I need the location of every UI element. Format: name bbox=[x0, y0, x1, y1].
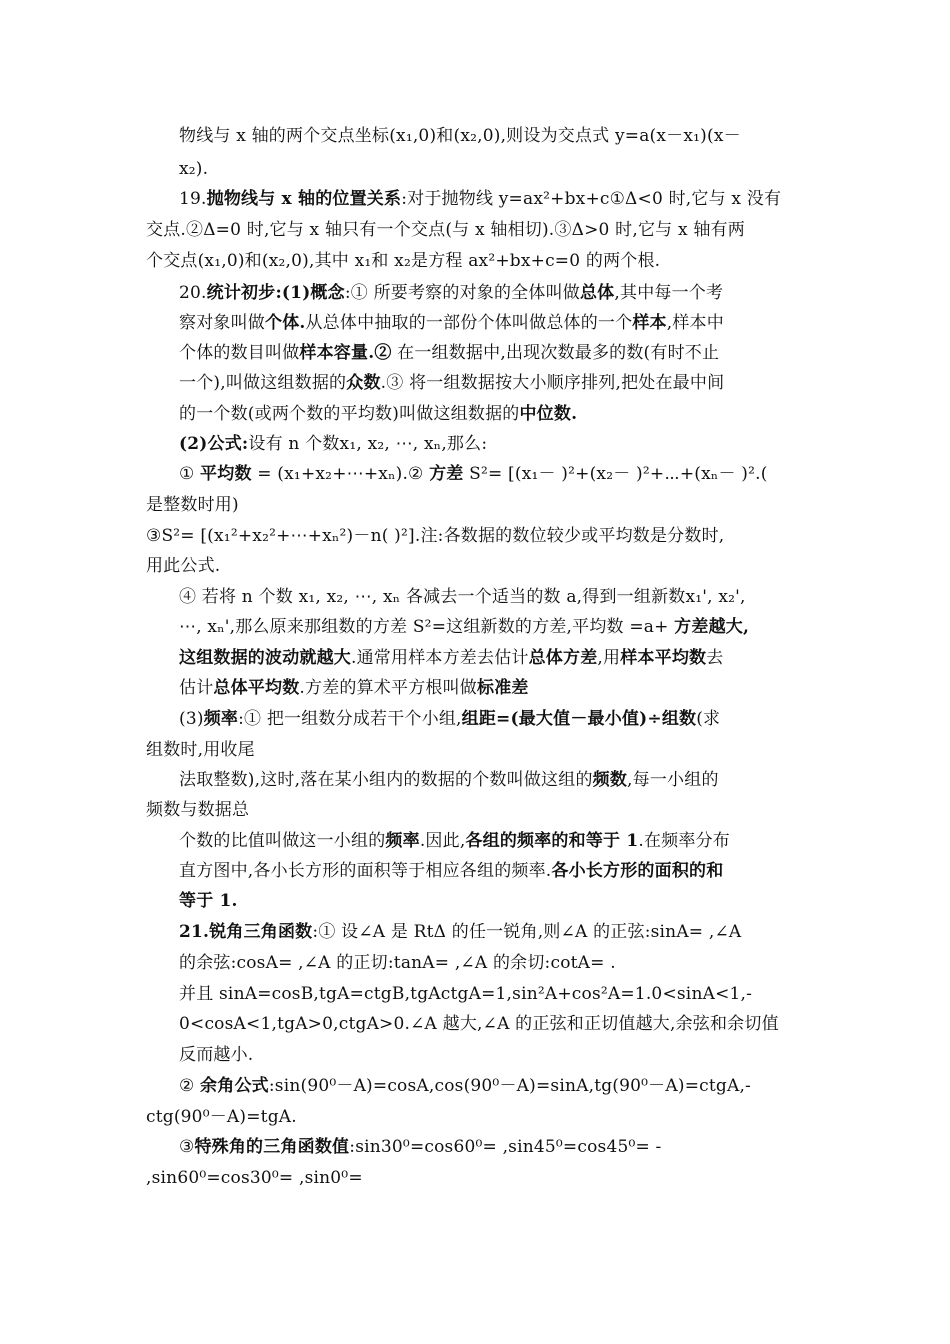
text: :sin(90⁰－A)=cosA,cos(90⁰－A)=sinA,tg(90⁰－A)=ctgA,- bbox=[268, 1076, 751, 1096]
text: 直方图中,各小长方形的面积等于相应各组的频率. bbox=[179, 861, 552, 881]
text-line bbox=[179, 616, 749, 638]
text-line bbox=[179, 372, 724, 394]
text: 法取整数),这时,落在某小组内的数据的个数叫做这组的 bbox=[179, 770, 593, 790]
text-line bbox=[179, 769, 719, 791]
text: x₂). bbox=[179, 159, 209, 179]
text: ① bbox=[179, 464, 201, 484]
term: 等于 1. bbox=[179, 891, 238, 911]
item-number: 21. bbox=[179, 922, 210, 942]
formula-line bbox=[146, 1106, 297, 1128]
text: :对于抛物线 y=ax²+bx+c①Δ<0 时,它与 x 没有 bbox=[401, 189, 782, 209]
text-line bbox=[179, 830, 730, 852]
text-line bbox=[146, 219, 745, 241]
term: 各小长方形的面积的和 bbox=[551, 861, 724, 881]
text: .在频率分布 bbox=[638, 831, 730, 851]
text: .方差的算术平方根叫做 bbox=[299, 678, 478, 698]
text: :sin30⁰=cos60⁰= ,sin45⁰=cos45⁰= - bbox=[349, 1137, 662, 1157]
text: 估计 bbox=[179, 678, 214, 698]
text-line bbox=[179, 158, 208, 180]
text: :① 设∠A 是 RtΔ 的任一锐角,则∠A 的正弦:sinA= ,∠A bbox=[312, 922, 742, 942]
text: 个体的数目叫做 bbox=[179, 343, 300, 363]
text: 物线与 x 轴的两个交点坐标(x₁,0)和(x₂,0),则设为交点式 y=a(x－x₁)(x－ bbox=[179, 126, 741, 146]
term: 平均数 bbox=[200, 464, 252, 484]
text: S²= [(x₁－ )²+(x₂－ )²+⋯+(xₙ－ )².( bbox=[463, 464, 768, 484]
text: ,每一小组的 bbox=[627, 770, 719, 790]
term: 样本平均数 bbox=[620, 648, 707, 668]
text-line bbox=[179, 952, 616, 974]
text: 察对象叫做 bbox=[179, 313, 265, 333]
term: 中位数. bbox=[519, 404, 578, 424]
text: 并且 sinA=cosB,tgA=ctgB,tgActgA=1,sin²A+cos²A=1.0<sinA<1,- bbox=[179, 984, 753, 1004]
term: 标准差 bbox=[477, 678, 529, 698]
formula-line bbox=[146, 525, 724, 547]
text-line bbox=[179, 1044, 253, 1066]
text: ,样本中 bbox=[666, 313, 724, 333]
text: 个交点(x₁,0)和(x₂,0),其中 x₁和 x₂是方程 ax²+bx+c=0 的两个根. bbox=[146, 251, 661, 271]
term: 样本容量.② bbox=[299, 343, 392, 363]
text-line bbox=[146, 555, 220, 577]
text: 0<cosA<1,tgA>0,ctgA>0.∠A 越大,∠A 的正弦和正切值越大,余弦和余切值 bbox=[179, 1014, 779, 1034]
item-19-heading-line bbox=[179, 188, 781, 210]
text: ,其中每一个考 bbox=[614, 283, 724, 303]
term: 各组的频率的和等于 1 bbox=[465, 831, 639, 851]
text: 的余弦:cosA= ,∠A 的正切:tanA= ,∠A 的余切:cotA= . bbox=[179, 953, 616, 973]
term: 频数 bbox=[592, 770, 628, 790]
subsection-title: 频率 bbox=[203, 709, 239, 729]
term: 样本 bbox=[632, 313, 667, 333]
text: (3) bbox=[179, 709, 204, 729]
term: 总体方差 bbox=[528, 648, 598, 668]
text: 设有 n 个数x₁, x₂, ⋯, xₙ,那么: bbox=[248, 434, 488, 454]
text: ③ bbox=[179, 1137, 195, 1157]
text: 去 bbox=[706, 648, 724, 668]
term: 总体平均数 bbox=[213, 678, 300, 698]
text: 个数的比值叫做这一小组的 bbox=[179, 831, 386, 851]
text: = (x₁+x₂+⋯+xₙ).② bbox=[251, 464, 430, 484]
text-line bbox=[179, 860, 723, 882]
text: 一个),叫做这组数据的 bbox=[179, 373, 347, 393]
text: ⋯, xₙ',那么原来那组数的方差 S²=这组新数的方差,平均数 =a+ bbox=[179, 617, 675, 637]
text: 是整数时用) bbox=[146, 495, 239, 515]
subsection-title: (2)公式: bbox=[179, 434, 249, 454]
term: 众数 bbox=[346, 373, 381, 393]
text: .③ 将一组数据按大小顺序排列,把处在最中间 bbox=[380, 373, 725, 393]
text-line bbox=[179, 125, 741, 147]
term: 方差 bbox=[429, 464, 464, 484]
formula-heading-line bbox=[179, 433, 487, 455]
text: ,sin60⁰=cos30⁰= ,sin0⁰= bbox=[146, 1168, 363, 1188]
text-line bbox=[179, 677, 529, 699]
term: 余角公式 bbox=[200, 1076, 269, 1096]
text: ,用 bbox=[597, 648, 621, 668]
text-line bbox=[146, 250, 660, 272]
term: 特殊角的三角函数值 bbox=[194, 1137, 350, 1157]
text-line bbox=[179, 403, 577, 425]
section-title: 抛物线与 x 轴的位置关系 bbox=[206, 189, 402, 209]
text-line bbox=[179, 890, 238, 912]
text: .因此, bbox=[419, 831, 466, 851]
text-line bbox=[179, 586, 746, 608]
term: 组距=(最大值－最小值)÷组数 bbox=[461, 709, 697, 729]
term: 这组数据的波动就越大 bbox=[179, 648, 351, 668]
section-title: 统计初步:(1)概念 bbox=[206, 283, 345, 303]
term: 频率 bbox=[385, 831, 420, 851]
section-title: 锐角三角函数 bbox=[209, 922, 313, 942]
term: 总体 bbox=[579, 283, 615, 303]
text: 的一个数(或两个数的平均数)叫做这组数据的 bbox=[179, 404, 520, 424]
term: 方差越大, bbox=[674, 617, 750, 637]
text: (求 bbox=[696, 709, 721, 729]
text: ctg(90⁰－A)=tgA. bbox=[146, 1107, 297, 1127]
text: 在一组数据中,出现次数最多的数(有时不止 bbox=[391, 343, 720, 363]
formula-line bbox=[146, 1167, 363, 1189]
text-line bbox=[146, 494, 239, 516]
text: 组数时,用收尾 bbox=[146, 740, 255, 760]
text: 反而越小. bbox=[179, 1045, 254, 1065]
text-line bbox=[179, 647, 723, 669]
text-line bbox=[179, 342, 719, 364]
text: 从总体中抽取的一部份个体叫做总体的一个 bbox=[305, 313, 633, 333]
item-20-heading-line bbox=[179, 282, 723, 304]
text-line bbox=[179, 312, 724, 334]
text: :① 把一组数分成若干个小组, bbox=[238, 709, 462, 729]
formula-line bbox=[179, 983, 752, 1005]
formula-line bbox=[179, 463, 768, 485]
text: 频数与数据总 bbox=[146, 800, 250, 820]
text-line bbox=[146, 799, 249, 821]
text: ② bbox=[179, 1076, 201, 1096]
frequency-heading-line bbox=[179, 708, 720, 730]
text: ③S²= [(x₁²+x₂²+⋯+xₙ²)－n( )²].注:各数据的数位较少或平均数是分数时, bbox=[146, 526, 725, 546]
item-number: 20. bbox=[179, 283, 207, 303]
text-line bbox=[179, 1013, 779, 1035]
item-21-heading-line bbox=[179, 921, 741, 943]
formula-line bbox=[179, 1075, 751, 1097]
item-number: 19. bbox=[179, 189, 207, 209]
text: :① 所要考察的对象的全体叫做 bbox=[344, 283, 580, 303]
text: 用此公式. bbox=[146, 556, 221, 576]
text-line bbox=[146, 739, 255, 761]
term: 个体. bbox=[265, 313, 306, 333]
text: ④ 若将 n 个数 x₁, x₂, ⋯, xₙ 各减去一个适当的数 a,得到一组新数x₁', x₂', bbox=[179, 587, 746, 607]
text: 交点.②Δ=0 时,它与 x 轴只有一个交点(与 x 轴相切).③Δ>0 时,它与 x 轴有两 bbox=[146, 220, 745, 240]
formula-line bbox=[179, 1136, 662, 1158]
text: .通常用样本方差去估计 bbox=[351, 648, 529, 668]
